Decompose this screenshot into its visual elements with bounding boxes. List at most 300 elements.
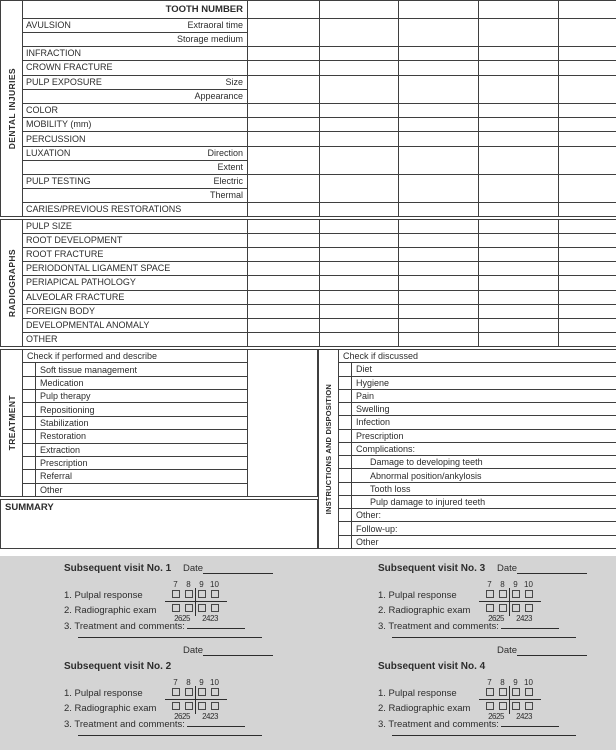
tooth-checkbox[interactable] [172,688,180,696]
visit-item-comments: 3. Treatment and comments: [64,621,245,632]
luxation-row [23,146,616,174]
checkbox-cell[interactable] [339,363,352,375]
checkbox-cell[interactable] [23,363,36,375]
data-cell[interactable] [248,234,319,247]
treatment-row [23,469,247,482]
data-cell[interactable] [319,291,398,304]
luxation-cells [248,147,616,174]
row-label: COLOR [26,104,59,115]
dental-injuries-table [0,0,616,217]
comments-underline-2[interactable] [78,735,262,736]
data-cell[interactable] [478,132,558,145]
data-cell[interactable] [319,61,398,74]
checkbox-cell[interactable] [339,509,352,521]
comments-underline[interactable] [187,720,245,727]
date-label: Date [183,563,204,574]
data-cell[interactable] [398,61,478,74]
data-cell[interactable] [398,118,478,131]
instruction-row [339,389,616,402]
instruction-row [339,429,616,442]
tooth-checkbox[interactable] [198,604,206,612]
checkbox-cell[interactable] [339,416,352,428]
checkbox-cell[interactable] [339,443,352,455]
data-cell[interactable] [558,1,616,18]
data-cell[interactable] [558,262,616,275]
row-label: Other: [356,510,382,521]
treatment-row [23,402,247,415]
visit-title: Subsequent visit No. 1 [64,563,172,574]
visit-date-field[interactable] [183,645,273,656]
data-cell[interactable] [398,291,478,304]
data-cell[interactable] [319,305,398,318]
data-cell[interactable] [248,76,319,103]
checkbox-cell[interactable] [339,430,352,442]
treatment-row [23,483,247,496]
data-cell[interactable] [319,104,398,117]
date-underline[interactable] [517,647,587,656]
tooth-checkbox[interactable] [211,688,219,696]
instruction-row [339,521,616,534]
row-label: Tooth loss [370,483,411,494]
data-cell[interactable] [319,147,398,174]
treatment-row [23,389,247,402]
tooth-checkbox[interactable] [211,702,219,710]
summary-box[interactable] [0,499,318,549]
tooth-checkbox[interactable] [185,688,193,696]
row-label: PERIODONTAL LIGAMENT SPACE [26,263,171,274]
visit-title: Subsequent visit No. 2 [64,661,172,672]
data-cell[interactable] [398,305,478,318]
visit-date-field[interactable] [497,645,587,656]
tooth-checkbox[interactable] [499,604,507,612]
tooth-checkbox[interactable] [172,590,180,598]
data-cell[interactable] [558,248,616,261]
data-cell[interactable] [558,175,616,202]
row-label: INFRACTION [26,48,81,59]
row-sublabel: Size [225,76,243,87]
summary-label: SUMMARY [5,502,54,513]
data-cell[interactable] [248,203,319,216]
instruction-row [339,508,616,521]
data-cell[interactable] [398,147,478,174]
row-label: Diet [356,364,373,375]
date-underline[interactable] [203,647,273,656]
visit-title: Subsequent visit No. 4 [378,661,486,672]
checkbox-cell[interactable] [23,417,36,429]
data-cell[interactable] [248,305,319,318]
date-underline[interactable] [203,565,273,574]
row-sublabel: Storage medium [176,33,243,44]
instruction-row [339,495,616,508]
data-cell[interactable] [478,147,558,174]
checkbox-cell[interactable] [23,484,36,496]
data-cell[interactable] [478,248,558,261]
radiograph-row [23,304,616,318]
data-cell[interactable] [478,175,558,202]
data-cell[interactable] [478,47,558,60]
data-cell[interactable] [558,203,616,216]
visit-item-pulpal: 1. Pulpal response [378,688,457,699]
tooth-number-header: TOOTH NUMBER [165,3,243,15]
visit-block-4 [378,645,593,741]
data-cell[interactable] [478,276,558,289]
tooth-checkbox[interactable] [185,590,193,598]
row-label: Complications: [356,443,416,454]
data-cell[interactable] [478,333,558,346]
data-cell[interactable] [478,61,558,74]
row-label: Follow-up: [356,523,398,534]
checkbox-cell[interactable] [339,522,352,534]
row-label: Extraction [40,444,81,455]
tooth-checkbox[interactable] [499,688,507,696]
tooth-number-row [23,1,616,18]
data-cell[interactable] [398,333,478,346]
tooth-checkbox[interactable] [185,604,193,612]
data-cell[interactable] [248,276,319,289]
checkbox-cell[interactable] [339,403,352,415]
date-label: Date [183,645,204,656]
treatment-row [23,443,247,456]
comments-underline[interactable] [501,622,559,629]
checkbox-cell[interactable] [23,444,36,456]
avulsion-row [23,18,616,46]
row-label: Pulp therapy [40,391,91,402]
tooth-checkbox[interactable] [525,688,533,696]
data-cell[interactable] [398,132,478,145]
checkbox-cell[interactable] [339,456,352,468]
data-cell[interactable] [478,19,558,46]
tooth-checkbox[interactable] [512,604,520,612]
tooth-checkbox[interactable] [525,604,533,612]
treatment-row [23,456,247,469]
data-cell[interactable] [398,262,478,275]
data-cell[interactable] [558,47,616,60]
data-cell[interactable] [478,118,558,131]
checkbox-cell[interactable] [23,390,36,402]
data-cell[interactable] [398,104,478,117]
comments-underline[interactable] [501,720,559,727]
data-cell[interactable] [478,203,558,216]
checkbox-cell[interactable] [23,470,36,482]
data-cell[interactable] [558,291,616,304]
data-cell[interactable] [478,305,558,318]
instruction-row [339,468,616,481]
row-label: Referral [40,471,73,482]
tooth-checkbox[interactable] [512,688,520,696]
row-sublabel: Extraoral time [187,19,243,30]
tooth-grid [169,679,223,723]
data-cell[interactable] [248,47,319,60]
color-cells [248,104,616,117]
data-cell[interactable] [558,333,616,346]
data-cell[interactable] [478,262,558,275]
data-cell[interactable] [319,248,398,261]
data-cell[interactable] [319,234,398,247]
grid-horizontal-line [165,601,227,602]
data-cell[interactable] [478,234,558,247]
row-label: PULP EXPOSURE [26,76,102,87]
checkbox-cell[interactable] [339,377,352,389]
data-cell[interactable] [248,1,319,18]
data-cell[interactable] [478,104,558,117]
radiograph-row [23,220,616,233]
row-label: OTHER [26,333,58,344]
checkbox-cell[interactable] [339,483,352,495]
tooth-checkbox[interactable] [512,590,520,598]
data-cell[interactable] [558,132,616,145]
visit-item-pulpal: 1. Pulpal response [64,688,143,699]
instruction-row [339,402,616,415]
checkbox-cell[interactable] [23,457,36,469]
data-cell[interactable] [558,220,616,233]
data-cell[interactable] [558,19,616,46]
caries-row [23,202,616,216]
visit-block-2 [64,645,279,741]
checkbox-cell[interactable] [23,403,36,415]
tooth-checkbox[interactable] [486,688,494,696]
row-label: AVULSION [26,19,71,30]
data-cell[interactable] [248,333,319,346]
pulp-exposure-cells [248,76,616,103]
visit-item-comments: 3. Treatment and comments: [378,621,559,632]
tooth-checkbox[interactable] [486,702,494,710]
data-cell[interactable] [319,19,398,46]
data-cell[interactable] [319,220,398,233]
row-label: ALVEOLAR FRACTURE [26,291,125,302]
data-cell[interactable] [558,319,616,332]
radiograph-row [23,261,616,275]
visit-item-pulpal: 1. Pulpal response [64,590,143,601]
instruction-row [339,455,616,468]
data-cell[interactable] [319,1,398,18]
instructions-table [318,349,616,549]
dental-injuries-sidebar [1,1,23,216]
data-cell[interactable] [248,262,319,275]
infraction-row [23,46,616,60]
data-cell[interactable] [398,220,478,233]
row-label: PULP TESTING [26,175,91,186]
data-cell[interactable] [398,248,478,261]
visit-item-radiographic: 2. Radiographic exam [378,605,471,616]
tooth-grid [169,581,223,625]
data-cell[interactable] [319,333,398,346]
tooth-grid [483,581,537,625]
tooth-grid-bottom-numbers: 2625 2423 [488,712,532,721]
treatment-sidebar-label: TREATMENT [6,395,17,451]
data-cell[interactable] [398,276,478,289]
data-cell[interactable] [558,276,616,289]
radiograph-row [23,318,616,332]
data-cell[interactable] [558,305,616,318]
tooth-checkbox[interactable] [499,590,507,598]
data-cell[interactable] [248,175,319,202]
instructions-sidebar-label: INSTRUCTIONS AND DISPOSITION [324,383,333,515]
data-cell[interactable] [558,61,616,74]
tooth-checkbox[interactable] [172,702,180,710]
treatment-row [23,362,247,375]
data-cell[interactable] [248,248,319,261]
instruction-row [339,362,616,375]
visit-item-pulpal: 1. Pulpal response [378,590,457,601]
data-cell[interactable] [398,19,478,46]
data-cell[interactable] [248,61,319,74]
treatment-sidebar [1,350,23,496]
tooth-grid-bottom-numbers: 2625 2423 [488,614,532,623]
tooth-checkbox[interactable] [198,688,206,696]
data-cell[interactable] [398,1,478,18]
data-cell[interactable] [398,234,478,247]
row-label: LUXATION [26,147,71,158]
data-cell[interactable] [478,76,558,103]
data-cell[interactable] [319,175,398,202]
tooth-checkbox[interactable] [198,702,206,710]
tooth-checkbox[interactable] [512,702,520,710]
data-cell[interactable] [398,47,478,60]
checkbox-cell[interactable] [339,390,352,402]
tooth-checkbox[interactable] [185,702,193,710]
visit-date-field[interactable] [497,563,587,574]
tooth-grid-top-numbers: 7 8 9 10 [173,580,219,589]
tooth-grid-bottom-numbers: 2625 2423 [174,712,218,721]
data-cell[interactable] [319,118,398,131]
radiograph-row [23,290,616,304]
comments-underline-2[interactable] [392,735,576,736]
checkbox-cell[interactable] [339,469,352,481]
row-label: Pulp damage to injured teeth [370,497,486,508]
data-cell[interactable] [248,118,319,131]
radiograph-row [23,233,616,247]
tooth-number-cells [248,1,616,18]
row-sublabel: Appearance [194,90,243,101]
date-label: Date [497,645,518,656]
color-row [23,103,616,117]
date-label: Date [497,563,518,574]
data-cell[interactable] [319,132,398,145]
data-cell[interactable] [319,47,398,60]
tooth-checkbox[interactable] [499,702,507,710]
data-cell[interactable] [248,104,319,117]
pulp-testing-row [23,174,616,202]
row-sublabel: Direction [207,147,243,158]
data-cell[interactable] [398,203,478,216]
visit-item-comments: 3. Treatment and comments: [64,719,245,730]
row-label: ROOT DEVELOPMENT [26,235,123,246]
visit-item-radiographic: 2. Radiographic exam [64,703,157,714]
data-cell[interactable] [558,234,616,247]
row-sublabel: Electric [213,175,243,186]
row-label: Stabilization [40,417,89,428]
instructions-sidebar [319,350,339,548]
checkbox-cell[interactable] [339,536,352,548]
instruction-row [339,535,616,548]
row-label: CROWN FRACTURE [26,62,113,73]
data-cell[interactable] [319,276,398,289]
tooth-checkbox[interactable] [211,590,219,598]
data-cell[interactable] [558,147,616,174]
data-cell[interactable] [248,291,319,304]
percussion-cells [248,132,616,145]
checkbox-cell[interactable] [23,430,36,442]
treatment-row [23,429,247,442]
tooth-checkbox[interactable] [211,604,219,612]
radiograph-row [23,247,616,261]
data-cell[interactable] [558,118,616,131]
radiographs-sidebar [1,220,23,346]
tooth-checkbox[interactable] [198,590,206,598]
radiograph-row [23,332,616,346]
radiographs-table [0,219,616,347]
tooth-grid-bottom-numbers: 2625 2423 [174,614,218,623]
treatment-header: Check if performed and describe [27,351,158,362]
caries-cells [248,203,616,216]
infraction-cells [248,47,616,60]
row-label: FOREIGN BODY [26,305,96,316]
data-cell[interactable] [248,220,319,233]
row-label: Medication [40,377,84,388]
row-label: PERCUSSION [26,133,86,144]
data-cell[interactable] [319,262,398,275]
data-cell[interactable] [558,76,616,103]
avulsion-cells [248,19,616,46]
data-cell[interactable] [478,319,558,332]
data-cell[interactable] [319,203,398,216]
comments-underline[interactable] [187,622,245,629]
comments-underline-2[interactable] [78,637,262,638]
data-cell[interactable] [478,1,558,18]
data-cell[interactable] [248,147,319,174]
date-underline[interactable] [517,565,587,574]
tooth-checkbox[interactable] [486,590,494,598]
data-cell[interactable] [398,175,478,202]
radiograph-row [23,275,616,289]
data-cell[interactable] [248,132,319,145]
tooth-checkbox[interactable] [525,590,533,598]
tooth-checkbox[interactable] [172,604,180,612]
tooth-checkbox[interactable] [525,702,533,710]
visit-item-radiographic: 2. Radiographic exam [64,605,157,616]
data-cell[interactable] [248,19,319,46]
data-cell[interactable] [319,319,398,332]
checkbox-cell[interactable] [339,496,352,508]
visit-date-field[interactable] [183,563,273,574]
row-label: PERIAPICAL PATHOLOGY [26,277,136,288]
visit-item-radiographic: 2. Radiographic exam [378,703,471,714]
tooth-checkbox[interactable] [486,604,494,612]
tooth-grid-top-numbers: 7 8 9 10 [173,678,219,687]
tooth-grid-top-numbers: 7 8 9 10 [487,678,533,687]
subsequent-visits-area [0,556,616,750]
row-label: ROOT FRACTURE [26,249,104,260]
checkbox-cell[interactable] [23,377,36,389]
visit-title: Subsequent visit No. 3 [378,563,486,574]
data-cell[interactable] [398,76,478,103]
data-cell[interactable] [398,319,478,332]
comments-underline-2[interactable] [392,637,576,638]
treatment-row [23,376,247,389]
data-cell[interactable] [248,319,319,332]
data-cell[interactable] [319,76,398,103]
treatment-describe-area[interactable] [248,350,317,496]
pulp-exposure-row [23,75,616,103]
row-label: Hygiene [356,377,390,388]
tooth-grid-top-numbers: 7 8 9 10 [487,580,533,589]
treatment-table [0,349,318,497]
visit-item-comments: 3. Treatment and comments: [378,719,559,730]
data-cell[interactable] [558,104,616,117]
data-cell[interactable] [478,220,558,233]
row-label: Swelling [356,404,390,415]
data-cell[interactable] [478,291,558,304]
